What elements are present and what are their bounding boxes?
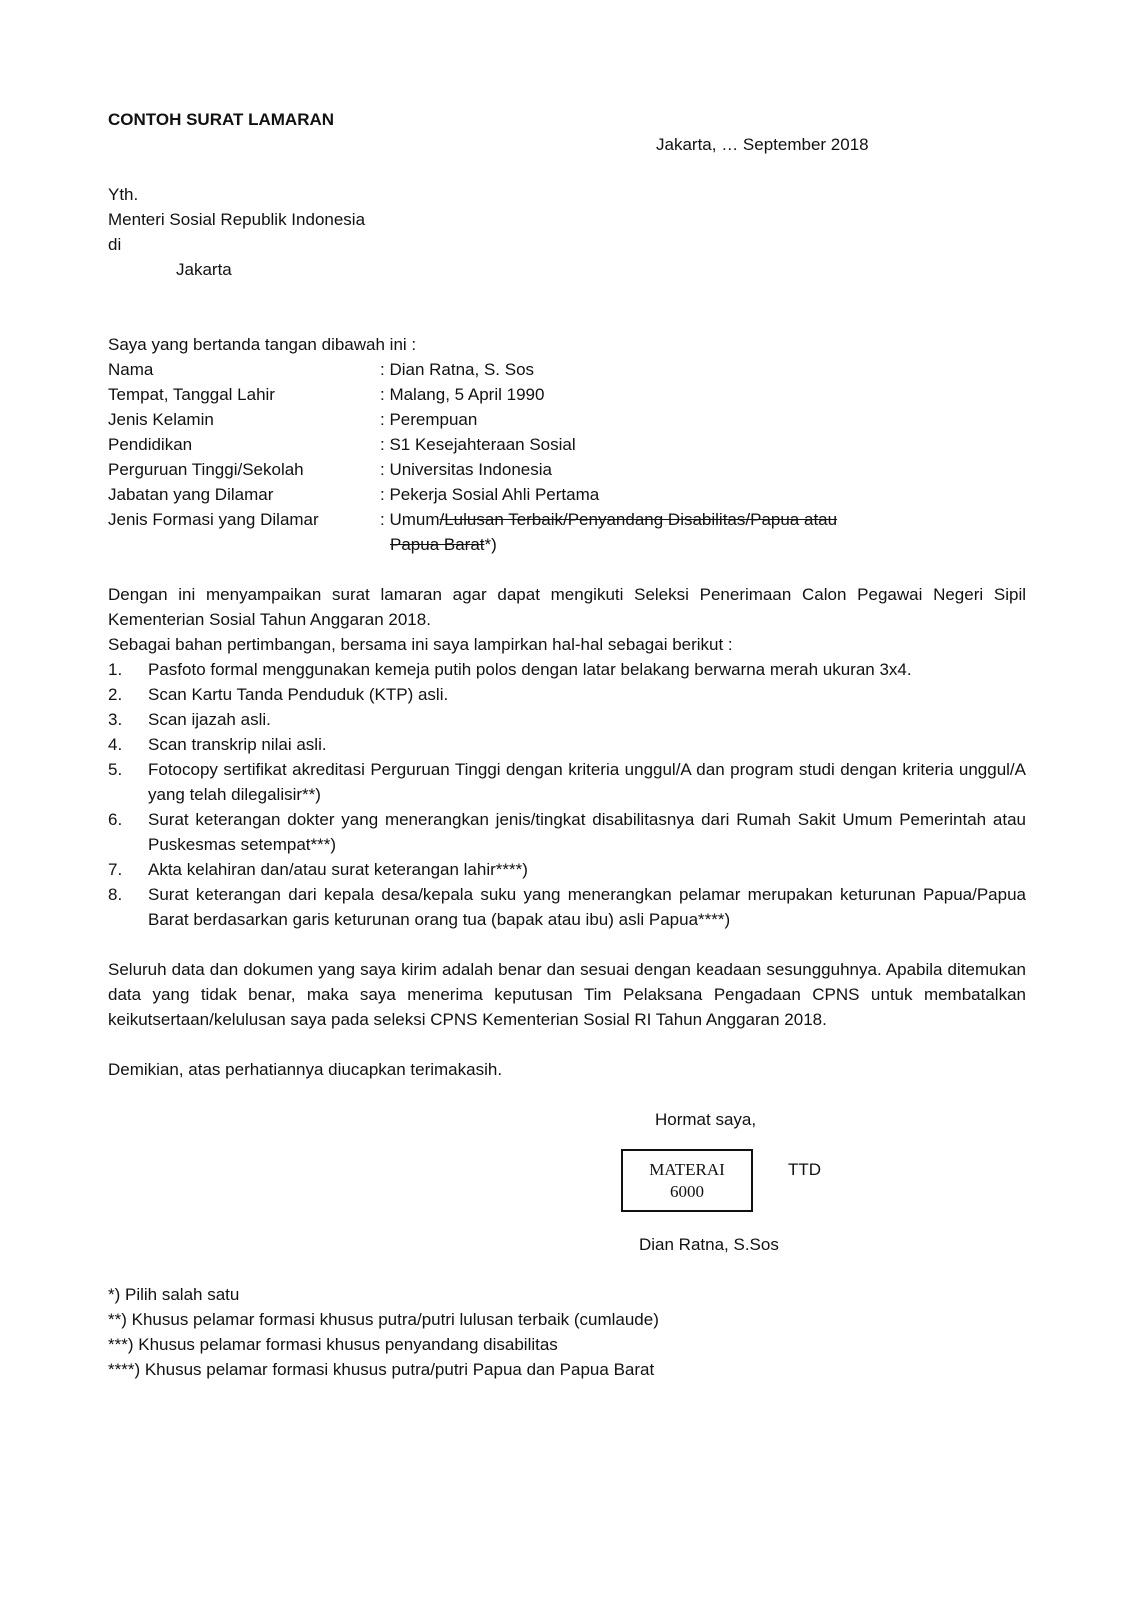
identity-value: : S1 Kesejahteraan Sosial [380, 435, 576, 454]
list-item [108, 807, 1026, 857]
list-number: 7. [108, 860, 123, 879]
identity-row-education [108, 432, 1026, 457]
list-number: 8. [108, 885, 123, 904]
footnote: *) Pilih salah satu [108, 1285, 240, 1304]
identity-row-university [108, 457, 1026, 482]
identity-row-formation-cont [108, 532, 1026, 557]
stamp-value: 6000 [670, 1182, 704, 1201]
addressee-preposition: di [108, 235, 122, 254]
list-item [108, 682, 1026, 707]
identity-label: Jabatan yang Dilamar [108, 485, 274, 504]
signature-respect: Hormat saya, [655, 1110, 757, 1129]
identity-table [108, 357, 1026, 557]
identity-label: Nama [108, 360, 154, 379]
identity-value: : Malang, 5 April 1990 [380, 385, 545, 404]
list-number: 1. [108, 660, 123, 679]
identity-row-birth [108, 382, 1026, 407]
signature-block [108, 1107, 1026, 1282]
closing-line: Demikian, atas perhatiannya diucapkan terimakasih. [108, 1060, 503, 1079]
signature-ttd: TTD [788, 1160, 822, 1179]
addressee-recipient: Menteri Sosial Republik Indonesia [108, 210, 366, 229]
signer-name: Dian Ratna, S.Sos [639, 1235, 779, 1254]
list-text: Scan Kartu Tanda Penduduk (KTP) asli. [148, 685, 449, 704]
statement-paragraph: Seluruh data dan dokumen yang saya kirim adalah benar dan sesuai dengan keadaan sesungguhnya. Apabila ditemukan data yang tidak benar, maka saya menerima keputusan Tim Pelaksana Pengadaan CPNS untuk membatalkan keikutsertaan/kelulusan saya pada seleksi CPNS Kementerian Sosial RI Tahun Anggaran 2018. [108, 960, 1026, 1029]
list-item [108, 882, 1026, 932]
list-item [108, 757, 1026, 807]
list-number: 5. [108, 760, 123, 779]
stamp-label: MATERAI [649, 1160, 725, 1179]
list-item [108, 857, 1026, 882]
document-title: CONTOH SURAT LAMARAN [108, 110, 335, 129]
list-text: Scan ijazah asli. [148, 710, 271, 729]
formation-struck-options: /Lulusan Terbaik/Penyandang Disabilitas/Papua atau [439, 510, 838, 529]
identity-value [380, 532, 1026, 557]
identity-value: : Pekerja Sosial Ahli Pertama [380, 485, 600, 504]
attachment-list [108, 657, 1026, 932]
identity-label: Perguruan Tinggi/Sekolah [108, 460, 304, 479]
list-text: Fotocopy sertifikat akreditasi Perguruan Tinggi dengan kriteria unggul/A dan program studi dengan kriteria unggul/A yang telah dilegalisir**) [148, 760, 1026, 804]
footnotes [108, 1282, 1026, 1382]
list-text: Surat keterangan dari kepala desa/kepala suku yang menerangkan pelamar merupakan keturunan Papua/Papua Barat berdasarkan garis keturunan orang tua (bapak atau ibu) asli Papua****) [148, 885, 1026, 929]
intro-line: Saya yang bertanda tangan dibawah ini : [108, 335, 417, 354]
list-number: 4. [108, 735, 123, 754]
footnote: ****) Khusus pelamar formasi khusus putra/putri Papua dan Papua Barat [108, 1360, 655, 1379]
identity-value [380, 507, 1026, 532]
identity-row-gender [108, 407, 1026, 432]
identity-value: : Universitas Indonesia [380, 460, 552, 479]
list-item [108, 657, 1026, 682]
identity-row-formation [108, 507, 1026, 532]
list-item [108, 707, 1026, 732]
identity-value: : Perempuan [380, 410, 478, 429]
identity-label: Jenis Kelamin [108, 410, 214, 429]
letter-page [108, 107, 1026, 1382]
letter-date: Jakarta, … September 2018 [656, 135, 869, 154]
footnote: **) Khusus pelamar formasi khusus putra/putri lulusan terbaik (cumlaude) [108, 1310, 659, 1329]
list-text: Akta kelahiran dan/atau surat keterangan lahir****) [148, 860, 528, 879]
list-item [108, 732, 1026, 757]
identity-row-name [108, 357, 1026, 382]
list-text: Scan transkrip nilai asli. [148, 735, 327, 754]
list-number: 6. [108, 810, 123, 829]
footnote: ***) Khusus pelamar formasi khusus penyandang disabilitas [108, 1335, 558, 1354]
formation-struck-options-cont: Papua Barat [390, 535, 485, 554]
list-text: Pasfoto formal menggunakan kemeja putih polos dengan latar belakang berwarna merah ukuran 3x4. [148, 660, 912, 679]
list-text: Surat keterangan dokter yang menerangkan jenis/tingkat disabilitasnya dari Rumah Sakit Umum Pemerintah atau Puskesmas setempat***) [148, 810, 1026, 854]
addressee-city: Jakarta [176, 260, 232, 279]
stamp-box [621, 1149, 753, 1212]
list-number: 3. [108, 710, 123, 729]
formation-prefix: : Umum [380, 510, 440, 529]
addressee-salutation: Yth. [108, 185, 139, 204]
addressee-block [108, 182, 1026, 282]
body-paragraph: Sebagai bahan pertimbangan, bersama ini saya lampirkan hal-hal sebagai berikut : [108, 635, 733, 654]
identity-label: Pendidikan [108, 435, 193, 454]
identity-value: : Dian Ratna, S. Sos [380, 360, 535, 379]
formation-suffix: *) [484, 535, 497, 554]
identity-label: Tempat, Tanggal Lahir [108, 385, 275, 404]
identity-label: Jenis Formasi yang Dilamar [108, 510, 319, 529]
identity-row-position [108, 482, 1026, 507]
body-paragraph: Dengan ini menyampaikan surat lamaran agar dapat mengikuti Seleksi Penerimaan Calon Pegawai Negeri Sipil Kementerian Sosial Tahun Anggaran 2018. [108, 585, 1026, 629]
list-number: 2. [108, 685, 123, 704]
